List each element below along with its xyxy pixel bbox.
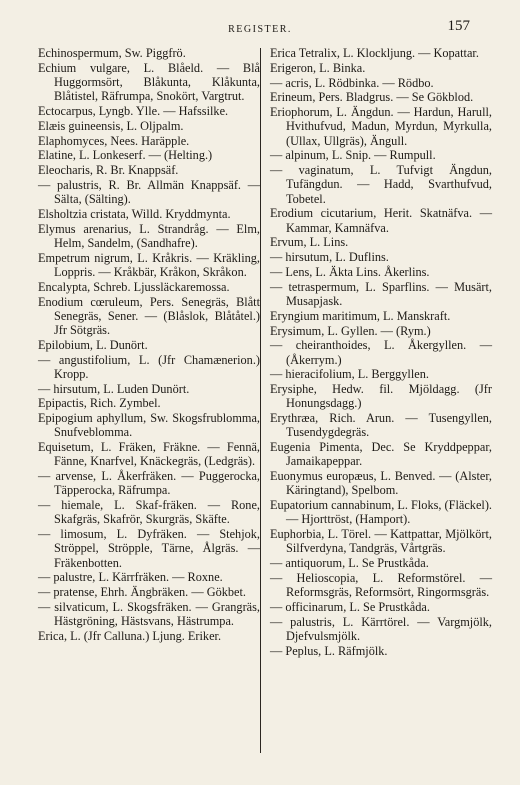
index-entry: — Helioscopia, L. Reformstörel. — Reformsgräs, Reformsört, Ringormsgräs. — [270, 570, 492, 600]
index-entry: — acris, L. Rödbinka. — Rödbo. — [270, 75, 434, 90]
index-entry: — Peplus, L. Räfmjölk. — [270, 643, 388, 658]
index-entry: Eryngium maritimum, L. Manskraft. — [270, 308, 451, 323]
index-entry: — antiquorum, L. Se Prustkåda. — [270, 556, 429, 571]
running-title: REGISTER. — [228, 24, 292, 35]
index-entry: — hieracifolium, L. Berggyllen. — [270, 367, 429, 382]
index-entry: Eugenia Pimenta, Dec. Se Kryddpeppar, Jamaikapeppar. — [270, 440, 492, 469]
index-entry: Erysiphe, Hedw. fil. Mjöldagg. (Jfr Honungsdagg.) — [270, 382, 492, 411]
index-entry: Erica Tetralix, L. Klockljung. — Kopattar. — [270, 46, 479, 60]
index-entry: Erica, L. (Jfr Calluna.) Ljung. Eriker. — [38, 628, 222, 643]
index-entry: — hiemale, L. Skaf-fräken. — Rone, Skafgräs, Skafrör, Skurgräs, Skäfte. — [38, 498, 260, 527]
index-entry: — palustris, L. Kärrtörel. — Vargmjölk, Djefvulsmjölk. — [270, 614, 492, 643]
index-entry: — pratense, Ehrh. Ängbräken. — Gökbet. — [38, 585, 246, 600]
index-entry: Empetrum nigrum, L. Kråkris. — Kräkling, Loppris. — Kråkbär, Kråkon, Skråkon. — [38, 250, 260, 279]
index-entry: Elsholtzia cristata, Willd. Kryddmynta. — [38, 206, 231, 221]
index-entry: — tetraspermum, L. Sparflins. — Musärt, Musapjask. — [270, 279, 492, 308]
index-entry: Ervum, L. Lins. — [270, 235, 349, 250]
index-entry: Eriophorum, L. Ängdun. — Hardun, Harull, Hvithufvud, Madun, Myrdun, Myrkulla, (Ullax, Ullgräs), Ängull. — [270, 105, 492, 148]
index-entry: — cheiranthoides, L. Åkergyllen. — (Åkerrym.) — [270, 338, 492, 367]
index-entry: Echium vulgare, L. Blåeld. — Blå Huggormsört, Blåkunta, Klåkunta, Blåtistel, Räfrumpa, Snokört, Vargtrut. — [38, 60, 260, 104]
index-entry: — angustifolium, L. (Jfr Chamænerion.) Kropp. — [38, 352, 260, 381]
index-entry: — hirsutum, L. Luden Dunört. — [38, 381, 190, 396]
index-entry: — alpinum, L. Snip. — Rumpull. — [270, 148, 436, 163]
index-entry: Enodium cœruleum, Pers. Senegräs, Blått Senegräs, Sener. — (Blåslok, Blåtåtel.) Jfr Sötgräs. — [38, 294, 260, 337]
index-entry: — Lens, L. Äkta Lins. Åkerlins. — [270, 264, 430, 279]
index-entry: Encalypta, Schreb. Ljussläckaremossa. — [38, 279, 230, 294]
index-entry: Elatine, L. Lonkeserf. — (Helting.) — [38, 148, 213, 163]
page-header — [0, 18, 520, 40]
index-entry: Erineum, Pers. Bladgrus. — Se Gökblod. — [270, 90, 474, 105]
index-entry: Epilobium, L. Dunört. — [38, 337, 148, 352]
index-entry: Ectocarpus, Lyngb. Ylle. — Hafssilke. — [38, 104, 229, 118]
index-entry: — arvense, L. Åkerfräken. — Puggerocka, Täpperocka, Räfrumpa. — [38, 469, 260, 498]
index-entry: Elymus arenarius, L. Strandråg. — Elm, Helm, Sandelm, (Sandhafre). — [38, 221, 260, 250]
right-column — [270, 46, 492, 659]
index-entry: Erodium cicutarium, Herit. Skatnäfva. — Kammar, Kamnäfva. — [270, 206, 492, 235]
index-entry: — vaginatum, L. Tufvigt Ängdun, Tufängdun. — Hadd, Svarthufvud, Tobetel. — [270, 163, 492, 206]
index-entry: — palustris, R. Br. Allmän Knappsäf. — Sälta, (Sälting). — [38, 177, 260, 207]
index-entry: Elæis guineensis, L. Oljpalm. — [38, 118, 184, 133]
index-entry: Erythræa, Rich. Arun. — Tusengyllen, Tusendygdegräs. — [270, 411, 492, 440]
index-entry: Elaphomyces, Nees. Haräpple. — [38, 133, 190, 148]
index-entry: Erysimum, L. Gyllen. — (Rym.) — [270, 323, 431, 338]
left-column — [38, 46, 260, 644]
index-entry: — silvaticum, L. Skogsfräken. — Grangräs, Hästgröning, Hästsvans, Hästrumpa. — [38, 599, 260, 629]
index-entry: Erigeron, L. Binka. — [270, 60, 366, 75]
index-entry: Epipactis, Rich. Zymbel. — [38, 396, 161, 411]
column-divider — [260, 48, 261, 753]
index-entry: Echinospermum, Sw. Piggfrö. — [38, 46, 186, 60]
index-entry: — officinarum, L. Se Prustkåda. — [270, 599, 430, 614]
index-entry: — palustre, L. Kärrfräken. — Roxne. — [38, 570, 223, 585]
index-entry: — hirsutum, L. Duflins. — [270, 250, 389, 265]
index-entry: Equisetum, L. Fräken, Fräkne. — Fennä, Fänne, Knarfvel, Knäckegräs, (Ledgräs). — [38, 440, 260, 469]
index-entry: Euphorbia, L. Törel. — Kattpattar, Mjölkört, Silfverdyna, Tandgräs, Vårtgräs. — [270, 527, 492, 556]
index-entry: Eupatorium cannabinum, L. Floks, (Fläckel). — Hjorttröst, (Hamport). — [270, 498, 492, 527]
index-entry: Eleocharis, R. Br. Knappsäf. — [38, 163, 179, 178]
page-number: 157 — [447, 18, 470, 34]
index-entry: Epipogium aphyllum, Sw. Skogsfrublomma, Snufveblomma. — [38, 411, 260, 440]
index-entry: Euonymus europæus, L. Benved. — (Alster, Käringtand), Spelbom. — [270, 469, 492, 498]
index-entry: — limosum, L. Dyfräken. — Stehjok, Ströppel, Ströpple, Tärne, Ålgräs. — Fräkenbotten. — [38, 527, 260, 570]
